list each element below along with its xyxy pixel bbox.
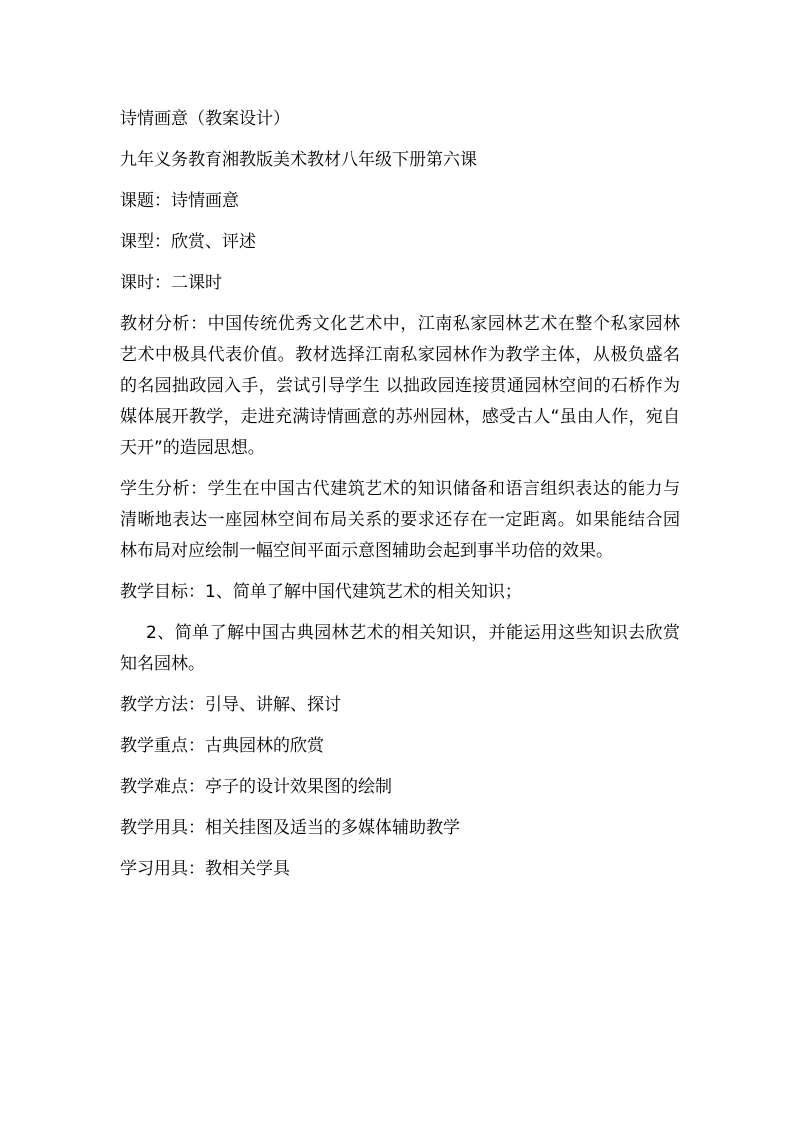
learning-aids: 学习用具：教相关学具 <box>120 859 290 879</box>
textbook-info: 九年义务教育湘教版美术教材八年级下册第六课 <box>120 150 477 170</box>
student-analysis: 学生分析：学生在中国古代建筑艺术的知识储备和语言组织表达的能力与清晰地表达一座园林空间布局关系的要求还存在一定距离。如果能结合园林布局对应绘制一幅空间平面示意图辅助会起到事半功倍的效果。 <box>120 479 680 561</box>
textbook-analysis: 教材分析：中国传统优秀文化艺术中，江南私家园林艺术在整个私家园林艺术中极具代表价值。教材选择江南私家园林作为教学主体，从极负盛名的名园拙政园入手，尝试引导学生 以拙政园连接贯通园林空间的石桥作为媒体展开教学，走进充满诗情画意的苏州园林，感受古人“虽由人作，宛自天开”的造园思想。 <box>120 314 680 458</box>
lesson-type: 课型：欣赏、评述 <box>120 232 256 252</box>
lesson-hours: 课时：二课时 <box>120 273 222 293</box>
teaching-goal-1: 教学目标：1、简单了解中国代建筑艺术的相关知识； <box>120 582 522 602</box>
teaching-aids: 教学用具：相关挂图及适当的多媒体辅助教学 <box>120 818 460 838</box>
teaching-goal-2: 2、简单了解中国古典园林艺术的相关知识，并能运用这些知识去欣赏知名园林。 <box>120 623 680 674</box>
lesson-topic: 课题：诗情画意 <box>120 191 239 211</box>
teaching-methods: 教学方法：引导、讲解、探讨 <box>120 695 341 715</box>
teaching-difficulty: 教学难点：亭子的设计效果图的绘制 <box>120 777 392 797</box>
teaching-focus: 教学重点：古典园林的欣赏 <box>120 736 324 756</box>
document-body <box>120 104 680 895</box>
document-title: 诗情画意（教案设计） <box>120 109 290 129</box>
